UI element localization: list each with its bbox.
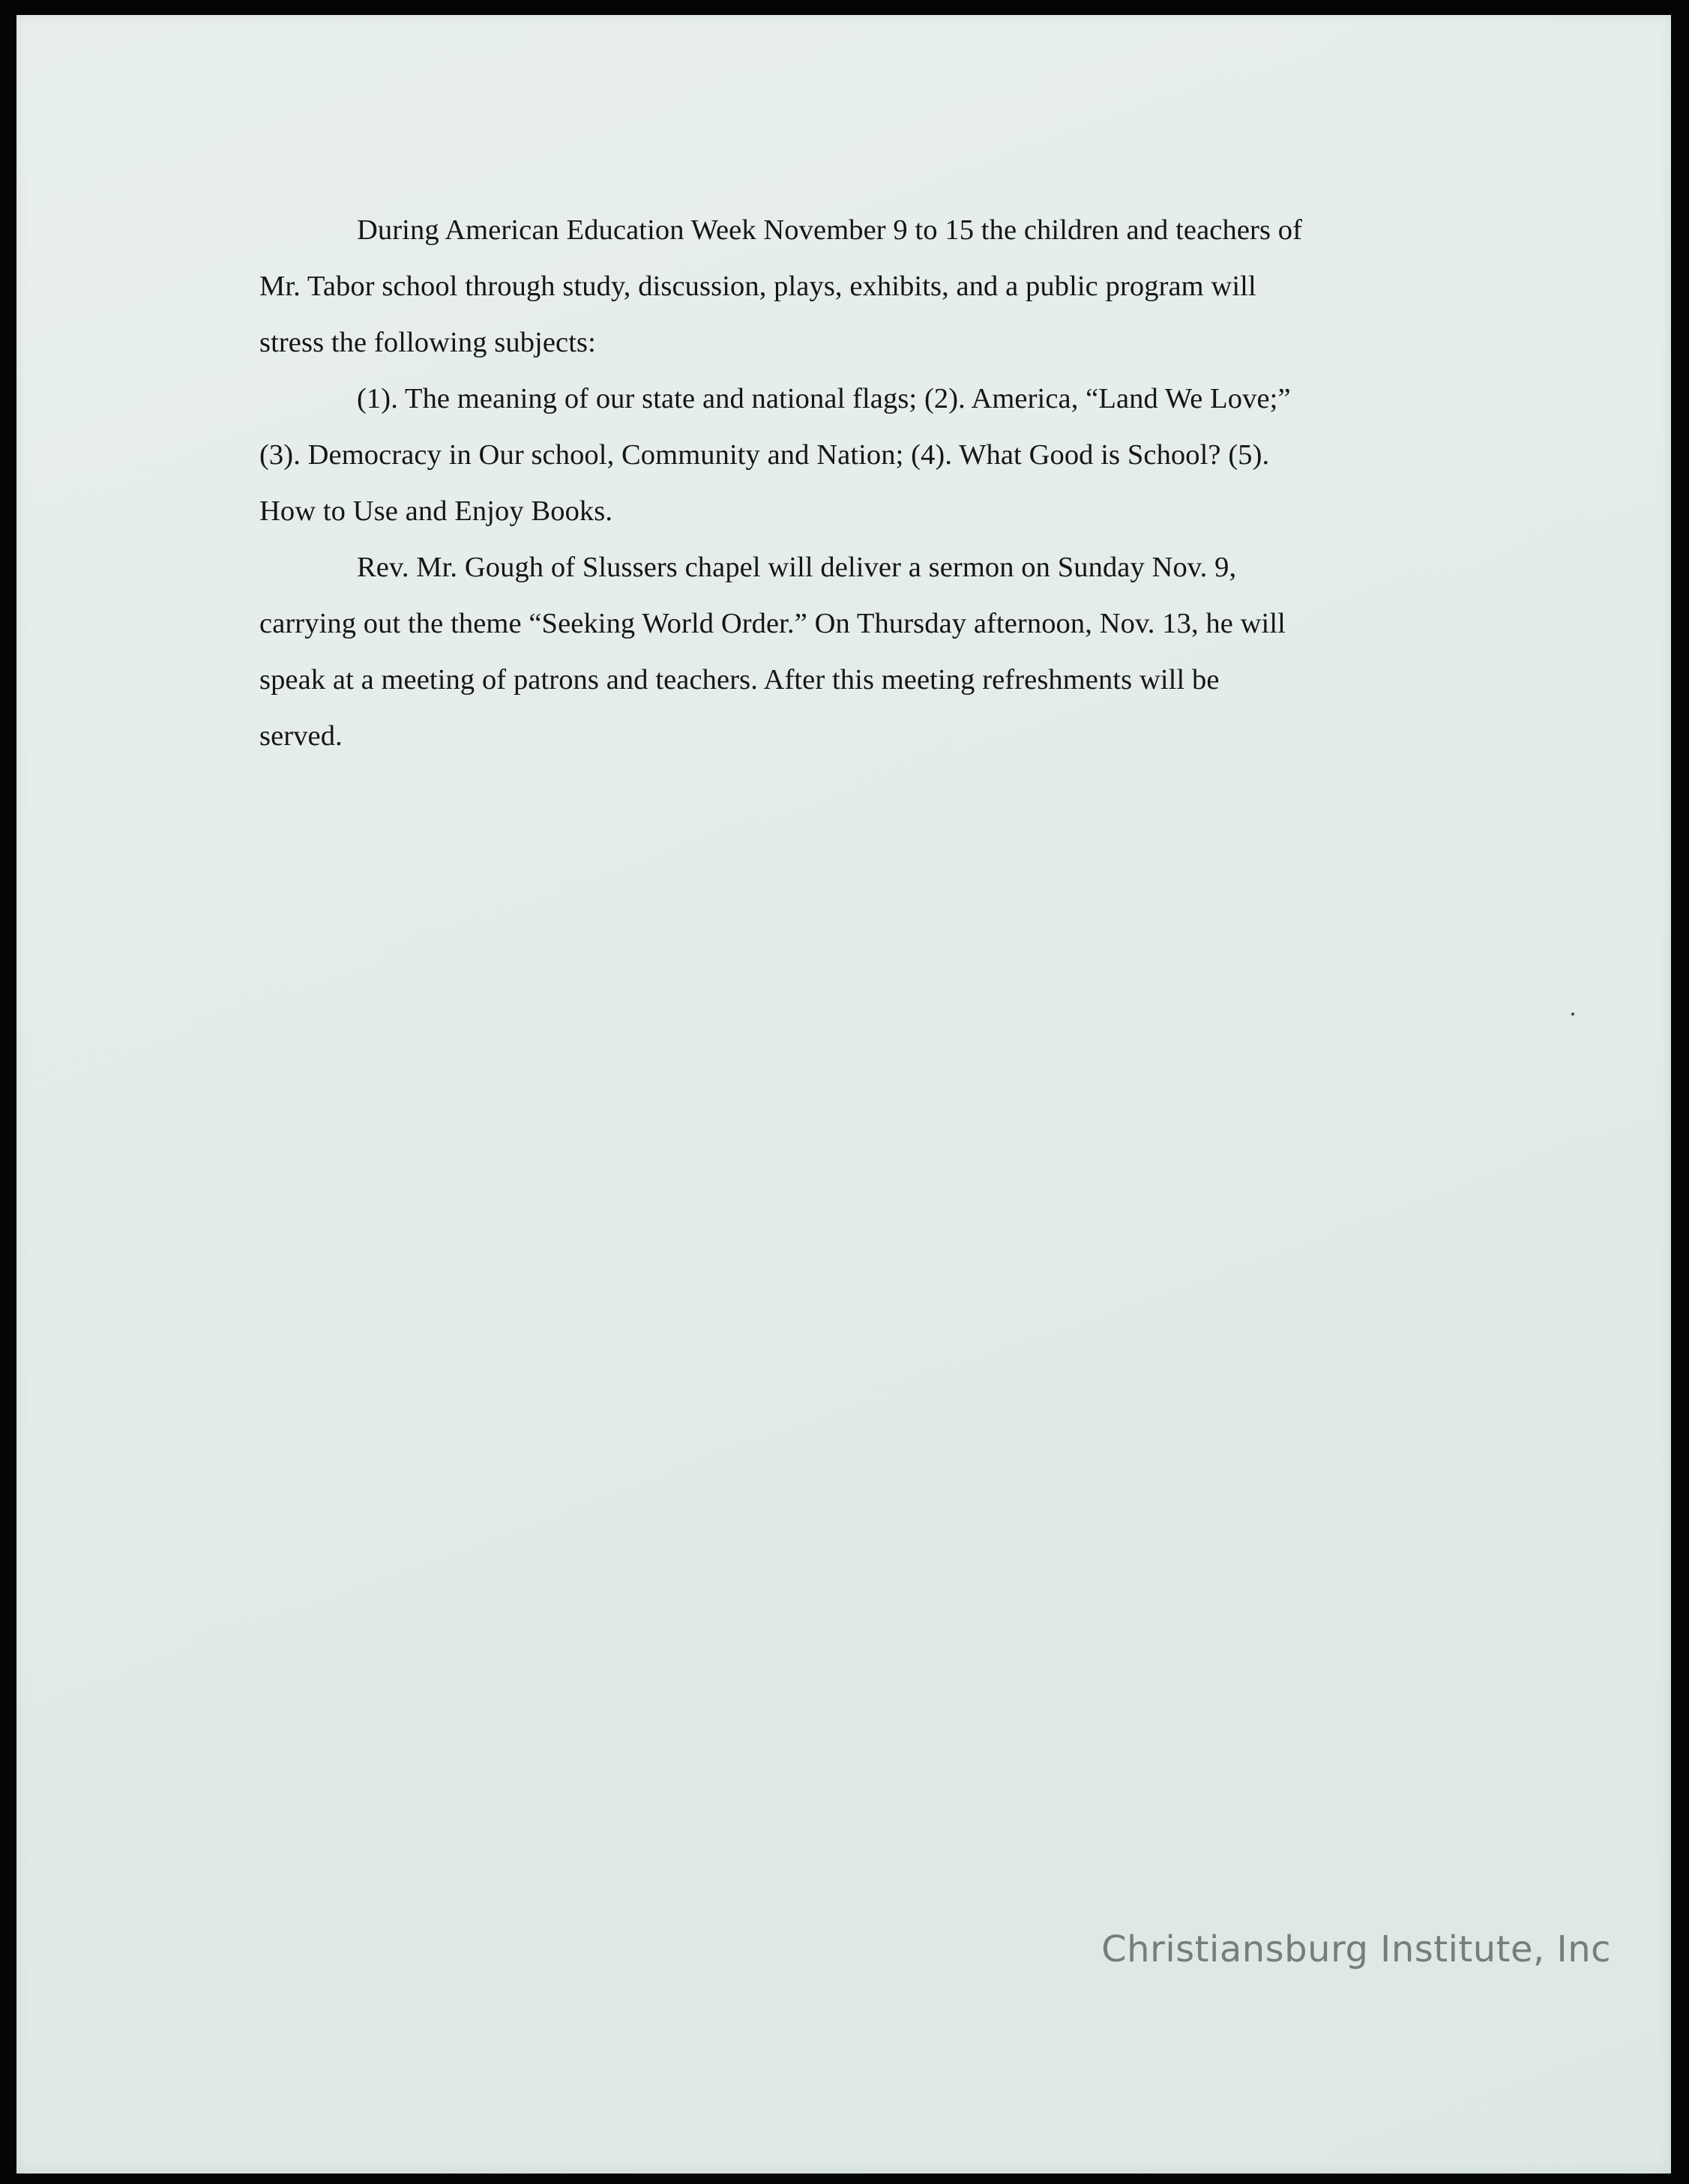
text-line: served. — [259, 720, 343, 752]
text-line: Rev. Mr. Gough of Slussers chapel will deliver a sermon on Sunday Nov. 9, — [357, 552, 1237, 583]
text-line: (1). The meaning of our state and national flags; (2). America, “Land We Love;” — [357, 383, 1291, 414]
paper-speck — [1571, 1013, 1574, 1016]
text-line: stress the following subjects: — [259, 327, 596, 358]
paragraph-subjects — [259, 371, 1429, 540]
paragraph-education-week — [259, 202, 1429, 371]
text-line: (3). Democracy in Our school, Community and Nation; (4). What Good is School? (5). — [259, 439, 1270, 471]
document-body — [259, 202, 1429, 764]
text-line: During American Education Week November 9 to 15 the children and teachers of — [357, 214, 1303, 246]
text-line: How to Use and Enjoy Books. — [259, 495, 613, 527]
watermark-credit: Christiansburg Institute, Inc — [1101, 1928, 1611, 1970]
text-line: speak at a meeting of patrons and teachers. After this meeting refreshments will be — [259, 664, 1220, 696]
paragraph-sermon — [259, 540, 1429, 764]
text-line: Mr. Tabor school through study, discussion, plays, exhibits, and a public program will — [259, 271, 1256, 302]
text-line: carrying out the theme “Seeking World Order.” On Thursday afternoon, Nov. 13, he will — [259, 608, 1286, 639]
